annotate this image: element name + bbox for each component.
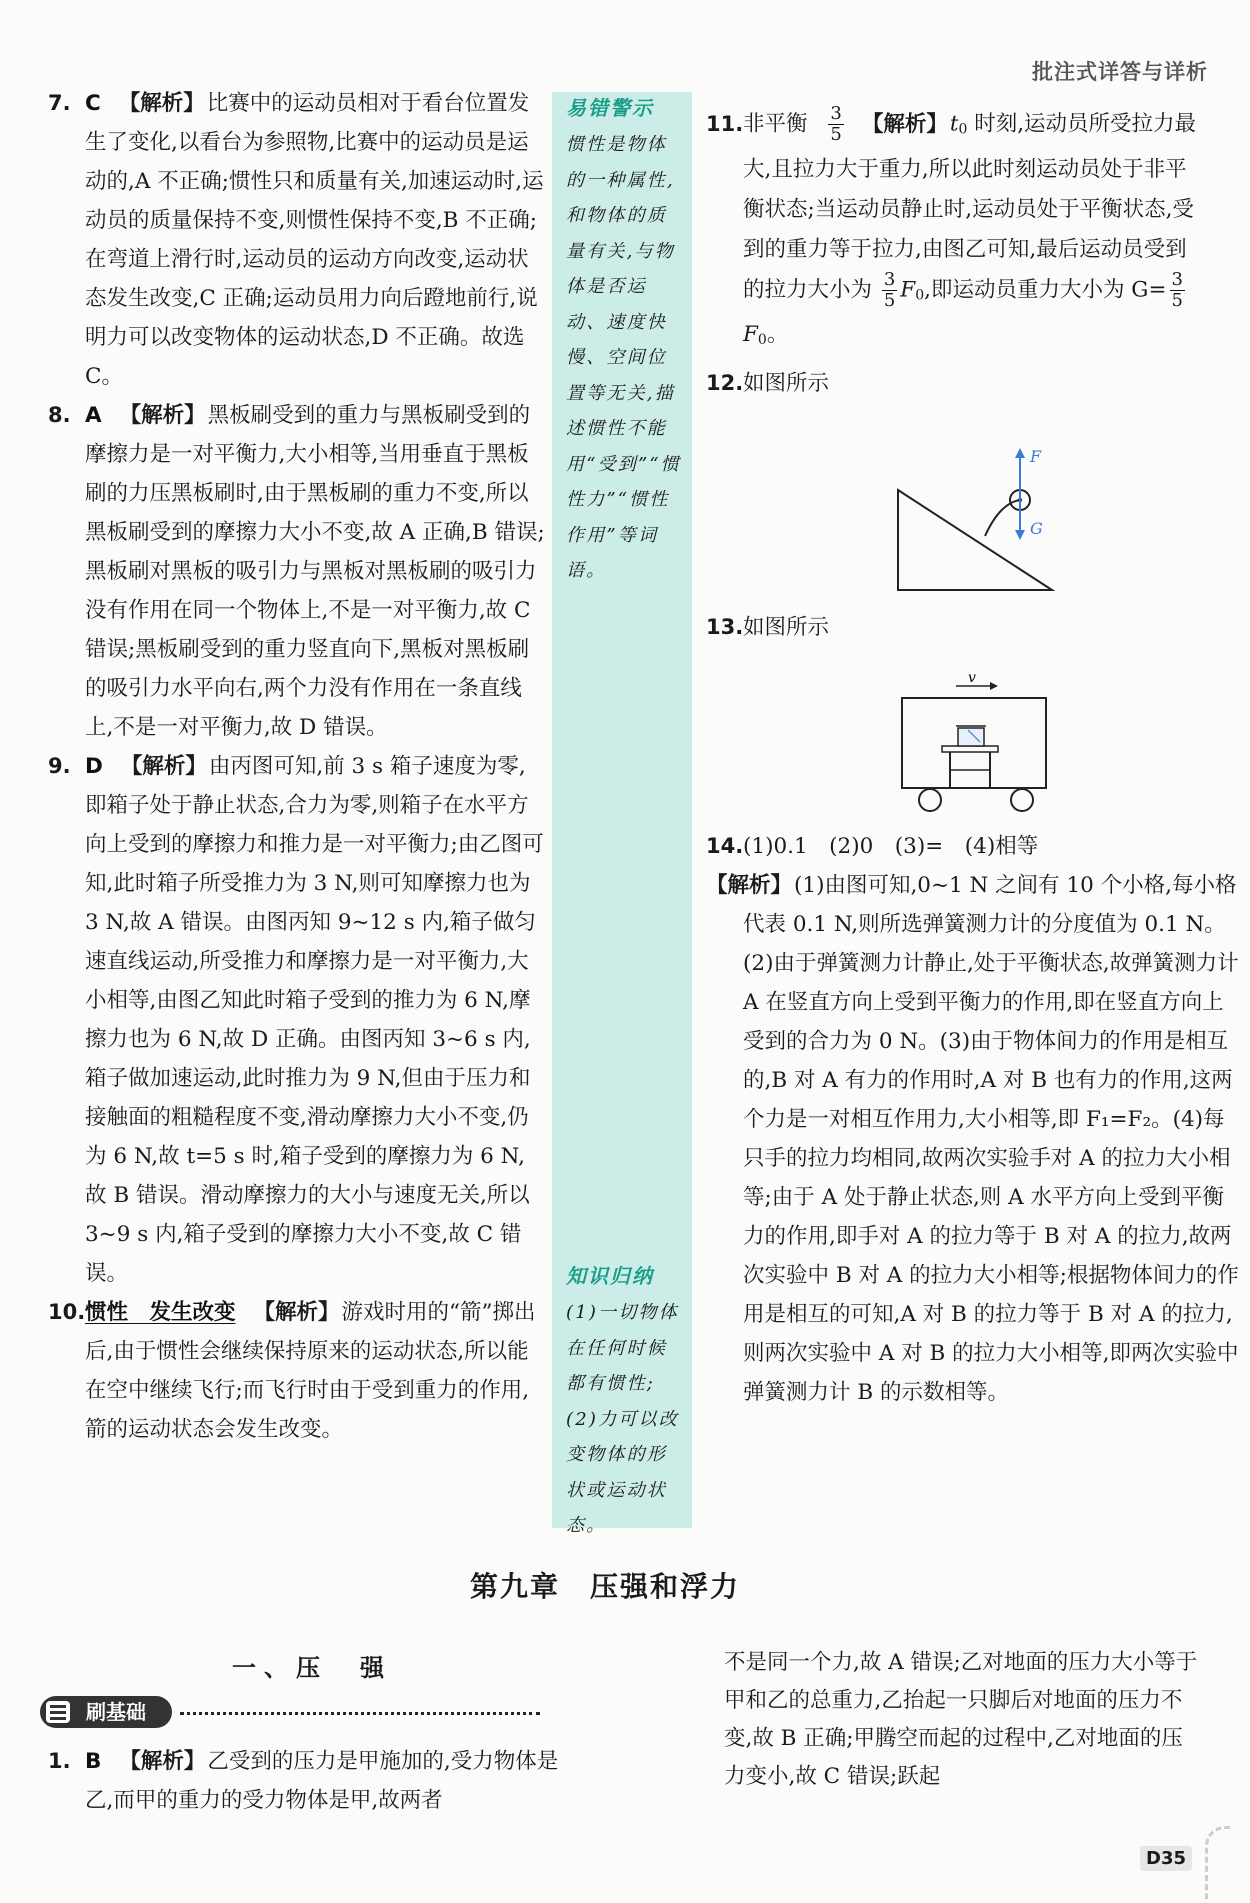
right-column <box>706 104 1204 403</box>
note-body: (1)一切物体在任何时候都有惯性;(2)力可以改变物体的形状或运动状态。 <box>566 1302 679 1536</box>
dotted-divider <box>180 1712 540 1715</box>
answer-letter: B <box>85 1749 102 1774</box>
book-icon <box>46 1701 70 1723</box>
continued-analysis-text: 不是同一个力,故 A 错误;乙对地面的压力大小等于甲和乙的总重力,乙抬起一只脚后对地面的压力不变,故 B 正确;甲腾空而起的过程中,乙对地面的压力变小,故 C 错误;跃起 <box>724 1650 1198 1789</box>
answer-text: 非平衡 <box>743 111 808 137</box>
answer-q14 <box>706 827 1241 1412</box>
question-number: 13. <box>706 615 744 639</box>
question-number: 9. <box>48 754 71 778</box>
analysis-text: 由丙图可知,前 3 s 箱子速度为零,即箱子处于静止状态,合力为零,则箱子在水平方向上受到的摩擦力和推力是一对平衡力;由乙图可知,此时箱子所受推力为 3 N,则可知摩擦力也为 3 N,故 A 错误。由图丙知 9~12 s 内,箱子做匀速直线运动,所受推力和摩擦力是一对平衡力,大小相等,由图乙知此时箱子受到的推力为 6 N,摩擦力也为 6 N,故 D 正确。由图丙知 3~6 s 内,箱子做加速运动,此时推力为 9 N,但由于压力和接触面的粗糙程度不变,滑动摩擦力大小不变,仍为 6 N,故 t=5 s 时,箱子受到的摩擦力为 6 N,故 B 错误。滑动摩擦力的大小与速度无关,所以 3~9 s 内,箱子受到的摩擦力大小不变,故 C 错误。 <box>85 754 544 1286</box>
answer-q9 <box>48 747 546 1293</box>
question-number: 10. <box>48 1300 86 1324</box>
force-label-g: G <box>1030 519 1043 538</box>
analysis-text: 乙受到的压力是甲施加的,受力物体是乙,而甲的重力的受力物体是甲,故两者 <box>85 1749 559 1813</box>
answer-text: 惯性 发生改变 <box>85 1300 236 1325</box>
question-number: 8. <box>48 403 71 427</box>
answer-q10 <box>48 1293 546 1449</box>
answer-fraction: $\frac{3}{5}$ <box>830 103 842 145</box>
note-title: 易错警示 <box>566 96 654 120</box>
badge-label: 刷基础 <box>86 1700 146 1724</box>
answer-q7 <box>48 84 546 396</box>
answer-letter: A <box>85 403 102 428</box>
basics-badge <box>40 1696 172 1728</box>
answer-text: 如图所示 <box>743 615 830 640</box>
section-title: 一、压 强 <box>232 1654 392 1682</box>
question-number: 7. <box>48 91 71 115</box>
note-body: 惯性是物体的一种属性,和物体的质量有关,与物体是否运动、速度快慢、空间位置等无关,描述惯性不能用“受到”“惯性力”“惯性作用”等词语。 <box>566 134 682 581</box>
left-column <box>48 84 546 1449</box>
question-number: 12. <box>706 371 744 395</box>
analysis-text: 黑板刷受到的重力与黑板刷受到的摩擦力是一对平衡力,大小相等,当用垂直于黑板刷的力压黑板刷时,由于黑板刷的重力不变,所以黑板刷受到的摩擦力大小不变,故 A 正确,B 错误;黑板刷对黑板的吸引力与黑板对黑板刷的吸引力没有作用在同一个物体上,不是一对平衡力,故 C 错误;黑板刷受到的重力竖直向下,黑板对黑板刷的吸引力水平向右,两个力没有作用在一条直线上,不是一对平衡力,故 D 错误。 <box>85 403 545 740</box>
answer-letter: D <box>85 754 103 779</box>
page-number: D35 <box>1140 1846 1192 1871</box>
answer-text: 如图所示 <box>743 371 830 396</box>
answer-q13 <box>706 608 1241 647</box>
answer-ch9-q1 <box>48 1742 583 1820</box>
analysis-tag: 【解析】 <box>119 1749 206 1774</box>
analysis-tag: 【解析】 <box>119 403 206 428</box>
velocity-label: v <box>968 670 976 686</box>
analysis-tag: 【解析】 <box>706 873 793 898</box>
page-header-title: 批注式详答与详析 <box>1032 60 1208 84</box>
analysis-text: (1)由图可知,0~1 N 之间有 10 个小格,每小格代表 0.1 N,则所选弹簧测力计的分度值为 0.1 N。(2)由于弹簧测力计静止,处于平衡状态,故弹簧测力计 A 在竖直方向上受到平衡力的作用,即在竖直方向上受到的合力为 0 N。(3)由于物体间力的作用是相互的,B 对 A 有力的作用时,A 对 B 也有力的作用,这两个力是一对相互作用力,大小相等,即 F₁=F₂。(4)每只手的拉力均相同,故两次实验手对 A 的拉力大小相等;由于 A 处于静止状态,则 A 水平方向上受到平衡力的作用,即手对 A 的拉力等于 B 对 A 的拉力,故两次实验中 B 对 A 的拉力大小相等;根据物体间力的作用是相互的可知,A 对 B 的拉力等于 B 对 A 的拉力,则两次实验中 A 对 B 的拉力大小相等,即两次实验中弹簧测力计 B 的示数相等。 <box>743 873 1239 1405</box>
error-warning-note <box>552 92 692 589</box>
knowledge-summary-note <box>552 1260 692 1544</box>
analysis-tag: 【解析】 <box>253 1300 340 1325</box>
chapter-title: 第九章 压强和浮力 <box>470 1570 741 1603</box>
page-corner-decoration <box>1205 1826 1230 1899</box>
analysis-text: 游戏时用的“箭”掷出后,由于惯性会继续保持原来的运动状态,所以能在空中继续飞行;而飞行时由于受到重力的作用,箭的运动状态会发生改变。 <box>85 1300 536 1442</box>
margin-notes-sidebar <box>552 92 692 1536</box>
note-title: 知识归纳 <box>566 1264 654 1288</box>
question-number: 14. <box>706 834 744 858</box>
answer-q12 <box>706 364 1204 403</box>
analysis-tag: 【解析】 <box>120 754 207 779</box>
answer-text: (1)0.1 (2)0 (3)= (4)相等 <box>743 834 1039 859</box>
cart-diagram <box>898 668 1058 816</box>
answer-q11: 11. 非平衡 $\frac{3}{5}$ 【解析】$t_0$ 时刻,运动员所受拉力最大,且拉力大于重力,所以此时刻运动员处于非平衡状态;当运动员静止时,运动员处于平衡状态,受到的重力等于拉力,由图乙可知,最后运动员受到的拉力大小为 $\frac{3}{5}$ $F_0$,即运动员重力大小为 G= $\frac{3}{5}$ $F_0$。 <box>706 103 1197 348</box>
question-number: 11. <box>706 112 744 136</box>
incline-force-diagram <box>890 448 1070 600</box>
force-label-f: F <box>1030 448 1042 466</box>
answer-q8 <box>48 396 546 747</box>
analysis-tag: 【解析】 <box>118 91 205 116</box>
analysis-tag: 【解析】 <box>861 111 948 137</box>
analysis-text: 比赛中的运动员相对于看台位置发生了变化,以看台为参照物,比赛中的运动员是运动的,A 不正确;惯性只和质量有关,加速运动时,运动员的质量保持不变,则惯性保持不变,B 不正确;在弯道上滑行时,运动员的运动方向改变,运动状态发生改变,C 正确;运动员用力向后蹬地前行,说明力可以改变物体的运动状态,D 不正确。故选 C。 <box>85 91 544 389</box>
basics-badge-row <box>40 1696 545 1730</box>
question-number: 1. <box>48 1749 71 1773</box>
answer-letter: C <box>85 91 101 116</box>
